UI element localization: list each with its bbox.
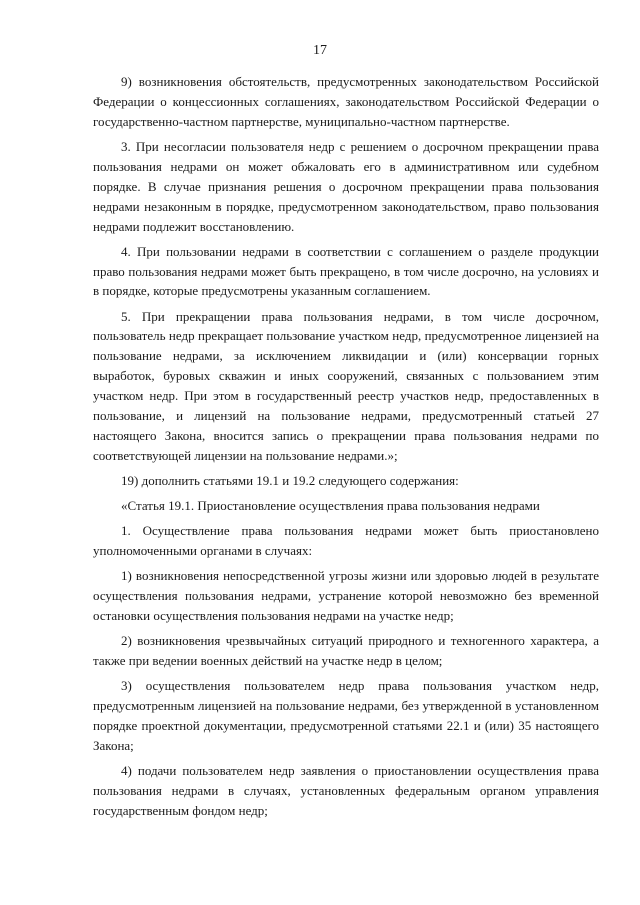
paragraph-clause-1: 1. Осуществление права пользования недрами может быть приостановлено уполномоченными органами в случаях: <box>93 523 599 559</box>
document-body <box>93 72 599 826</box>
article-heading: «Статья 19.1. Приостановление осуществления права пользования недрами <box>121 498 540 514</box>
paragraph-clause-4: 4. При пользовании недрами в соответствии с соглашением о разделе продукции право пользования недрами может быть прекращено, в том числе досрочно, на условиях и в порядке, которые предусмотрены указанным соглашением. <box>93 243 599 299</box>
paragraph-case-1: 1) возникновения непосредственной угрозы жизни или здоровью людей в результате осуществления пользования недрами, устранение которой невозможно без временной остановки осуществления пользования недрами на участке недр; <box>93 568 599 623</box>
page-number: 17 <box>313 43 327 58</box>
paragraph-case-2: 2) возникновения чрезвычайных ситуаций природного и техногенного характера, а также при ведении военных действий на участке недр в целом; <box>93 633 599 668</box>
paragraph-clause-5: 5. При прекращении права пользования недрами, в том числе досрочном, пользователь недр прекращает пользование участком недр, предусмотренное лицензией на пользование недрами, за исключением ликвидации и (или) консервации горных выработок, буровых скважин и иных сооружений, связанных с пользованием этим участком недр. При этом в государственный реестр участков недр, предоставленных в пользование, и лицензий на пользование недрами, предусмотренный статьей 27 настоящего Закона, вносится запись о прекращении права пользования недрами по соответствующей лицензии на пользование недрами.»; <box>93 308 599 463</box>
paragraph-case-3: 3) осуществления пользователем недр права пользования участком недр, предусмотренным лицензией на пользование недрами, без утвержденной в установленном порядке проектной документации, предусмотренной статьями 22.1 и (или) 35 настоящего Закона; <box>93 678 599 753</box>
paragraph-amendment-19: 19) дополнить статьями 19.1 и 19.2 следующего содержания: <box>121 472 459 488</box>
paragraph-case-4: 4) подачи пользователем недр заявления о приостановлении осуществления права пользования недрами в случаях, установленных федеральным органом управления государственным фондом недр; <box>93 762 599 818</box>
paragraph-clause-3: 3. При несогласии пользователя недр с решением о досрочном прекращении права пользования недрами он может обжаловать его в административном или судебном порядке. В случае признания решения о досрочном прекращении права пользования недрами незаконным в порядке, предусмотренном законодательством, право пользования недрами подлежит восстановлению. <box>93 138 599 234</box>
paragraph-item-9: 9) возникновения обстоятельств, предусмотренных законодательством Российской Федерации о концессионных соглашениях, законодательством Российской Федерации о государственно-частном партнерстве, муниципально-частном партнерстве. <box>93 74 599 129</box>
